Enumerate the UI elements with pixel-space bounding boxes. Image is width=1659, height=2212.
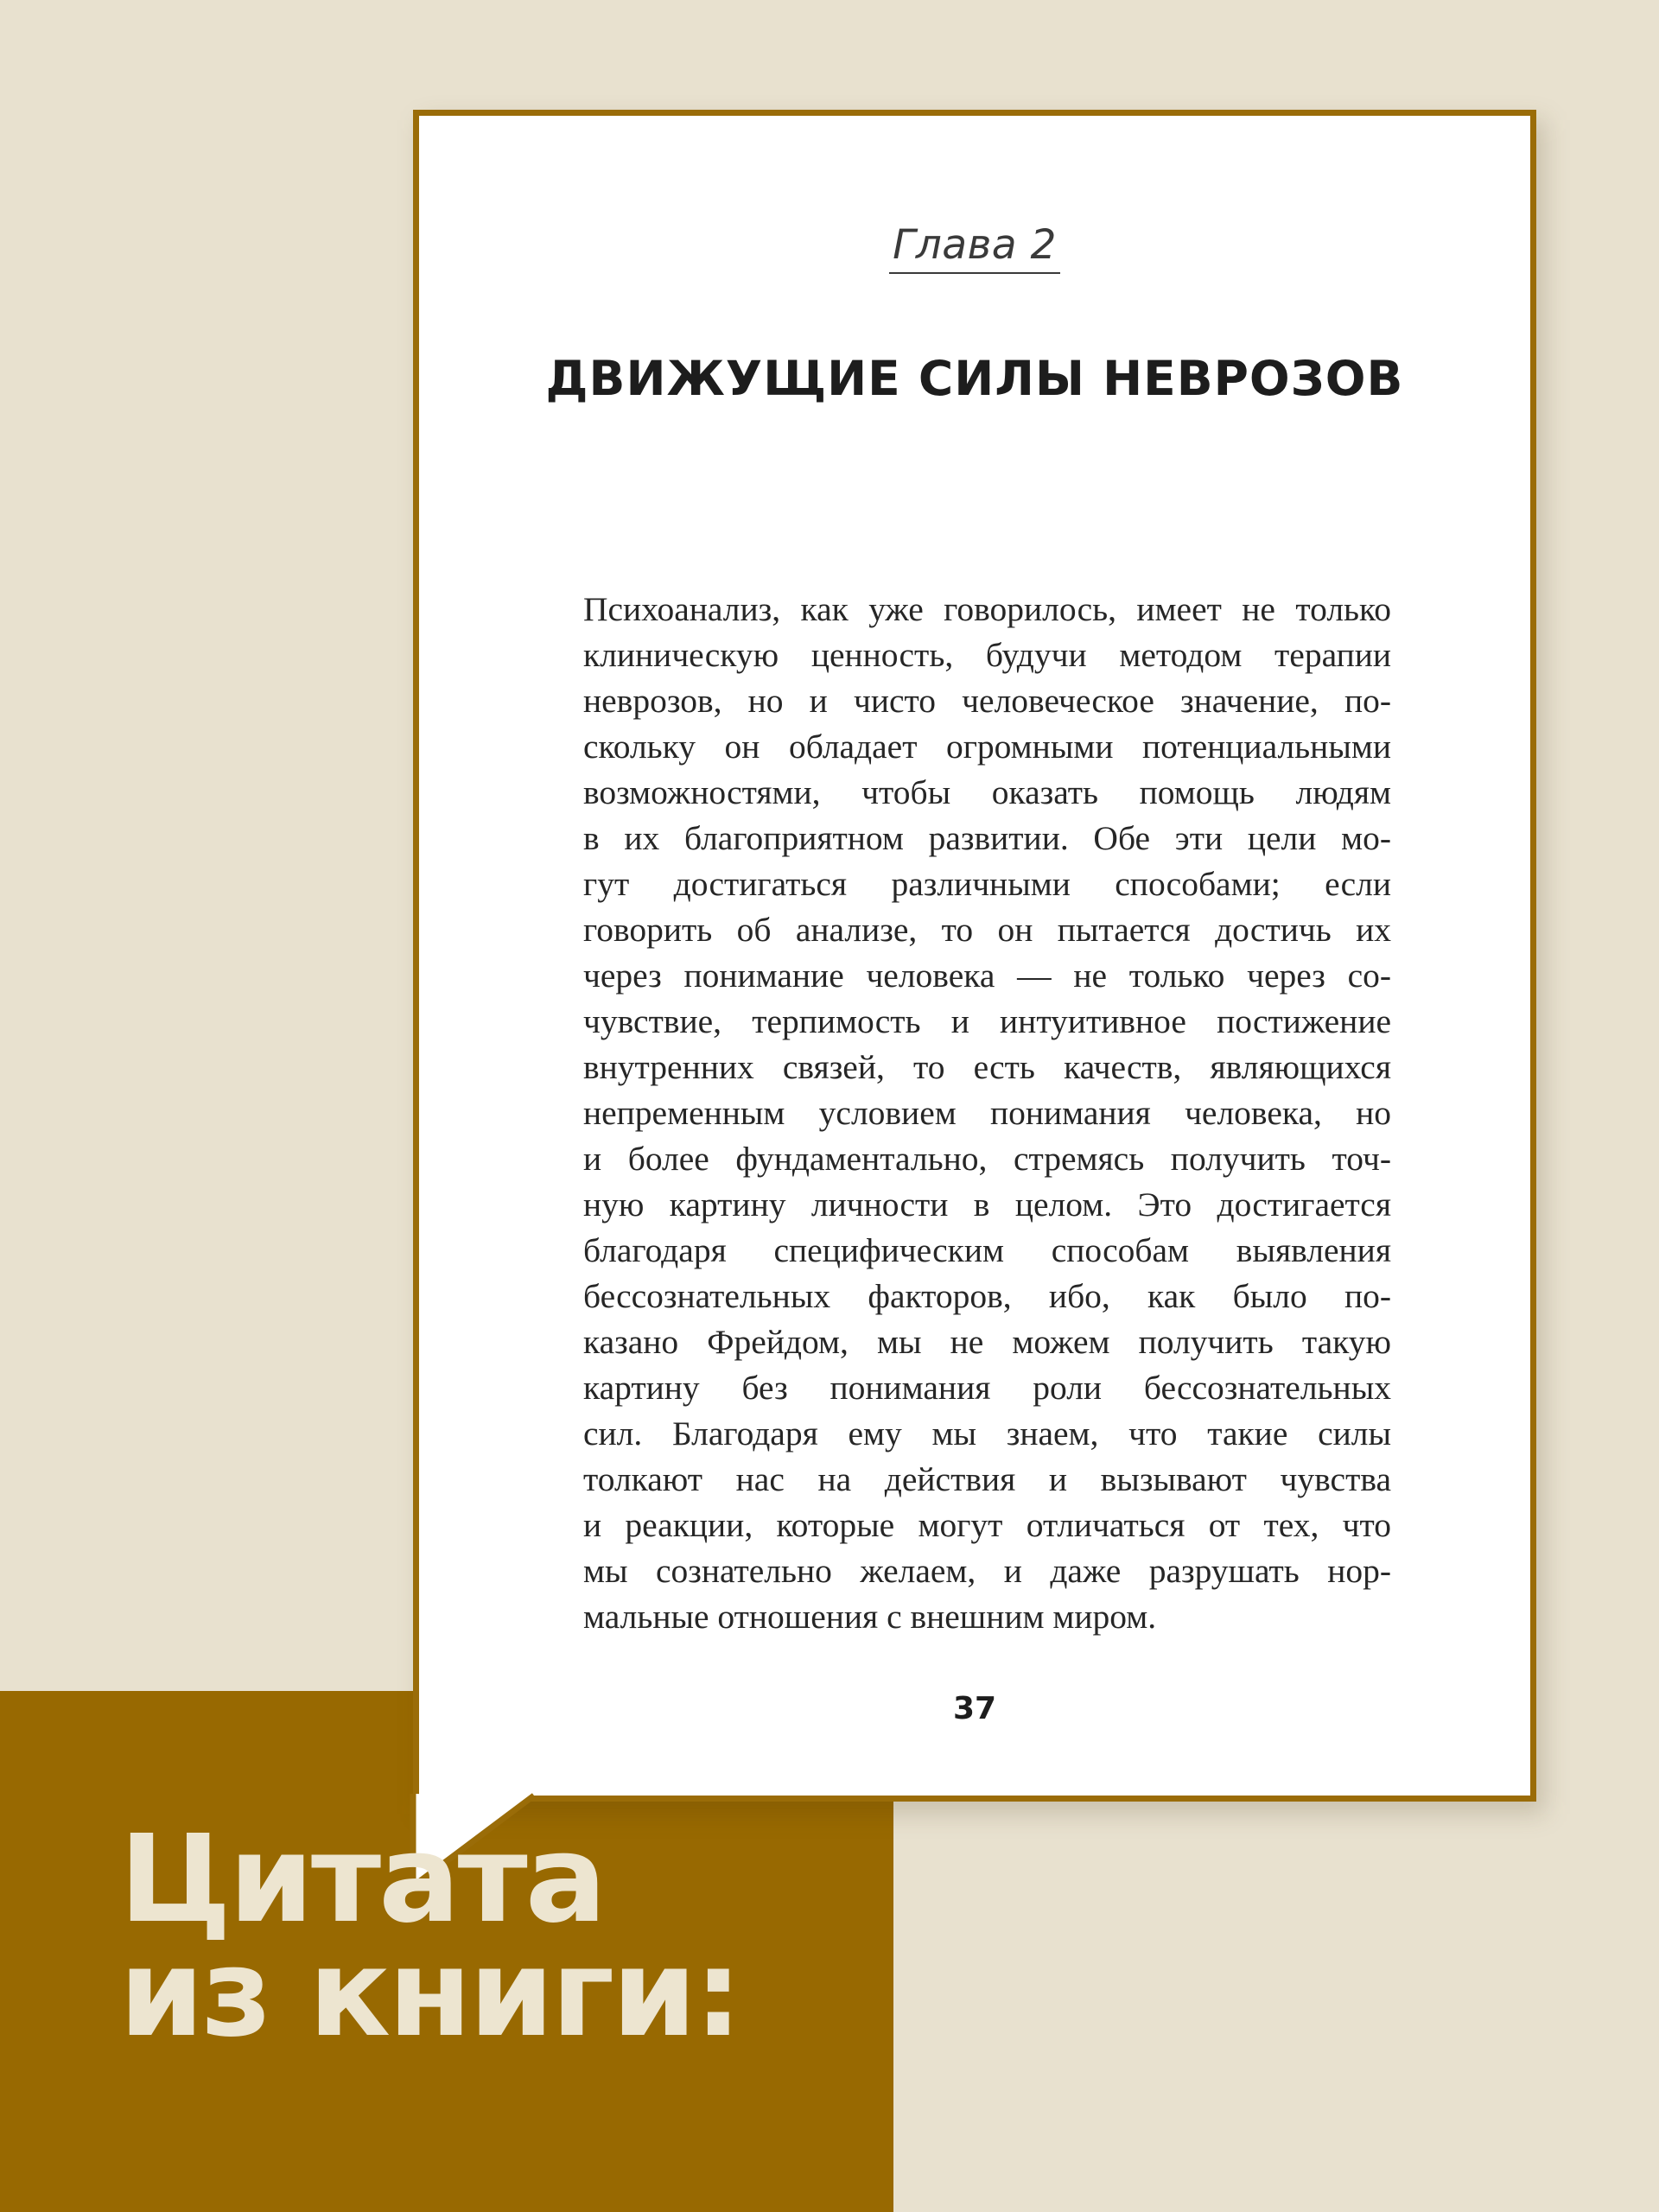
- quote-label: [119, 1809, 741, 2064]
- chapter-title: ДВИЖУЩИЕ СИЛЫ НЕВРОЗОВ: [545, 351, 1404, 406]
- text-line: картину без понимания роли бессознательных: [583, 1369, 1391, 1407]
- text-line: казано Фрейдом, мы не можем получить такую: [583, 1323, 1391, 1361]
- text-line: возможностями, чтобы оказать помощь людям: [583, 773, 1391, 811]
- text-line: непременным условием понимания человека, но: [583, 1094, 1391, 1132]
- text-line: внутренних связей, то есть качеств, являющихся: [583, 1048, 1391, 1086]
- chapter-label: Глава 2: [889, 221, 1060, 274]
- text-line: Психоанализ, как уже говорилось, имеет не только: [583, 590, 1391, 628]
- page-body-text: [583, 587, 1391, 1640]
- chapter-heading: [419, 221, 1530, 274]
- text-line: гут достигаться различными способами; если: [583, 865, 1391, 903]
- quote-label-line1: Цитата: [119, 1809, 605, 1950]
- text-line: и более фундаментально, стремясь получить точ-: [583, 1140, 1391, 1178]
- text-line: ную картину личности в целом. Это достигается: [583, 1185, 1391, 1224]
- page-number: 37: [952, 1691, 997, 1726]
- text-line: сил. Благодаря ему мы знаем, что такие силы: [583, 1414, 1391, 1452]
- text-line: и реакции, которые могут отличаться от тех, что: [583, 1506, 1391, 1544]
- quote-label-line2: из книги:: [119, 1923, 741, 2064]
- text-line: через понимание человека — не только через со-: [583, 957, 1391, 995]
- text-line: клиническую ценность, будучи методом терапии: [583, 636, 1391, 674]
- text-line: благодаря специфическим способам выявления: [583, 1231, 1391, 1269]
- text-line: говорить об анализе, то он пытается достичь их: [583, 911, 1391, 949]
- text-line: бессознательных факторов, ибо, как было по-: [583, 1277, 1391, 1315]
- text-line: неврозов, но и чисто человеческое значение, по-: [583, 682, 1391, 720]
- text-line: толкают нас на действия и вызывают чувства: [583, 1460, 1391, 1498]
- text-line: мальные отношения с внешним миром.: [583, 1598, 1157, 1636]
- text-line: скольку он обладает огромными потенциальными: [583, 728, 1391, 766]
- book-page: [413, 110, 1536, 1802]
- text-line: мы сознательно желаем, и даже разрушать нор-: [583, 1552, 1391, 1590]
- text-line: чувствие, терпимость и интуитивное постижение: [583, 1002, 1391, 1040]
- text-line: в их благоприятном развитии. Обе эти цели мо-: [583, 819, 1391, 857]
